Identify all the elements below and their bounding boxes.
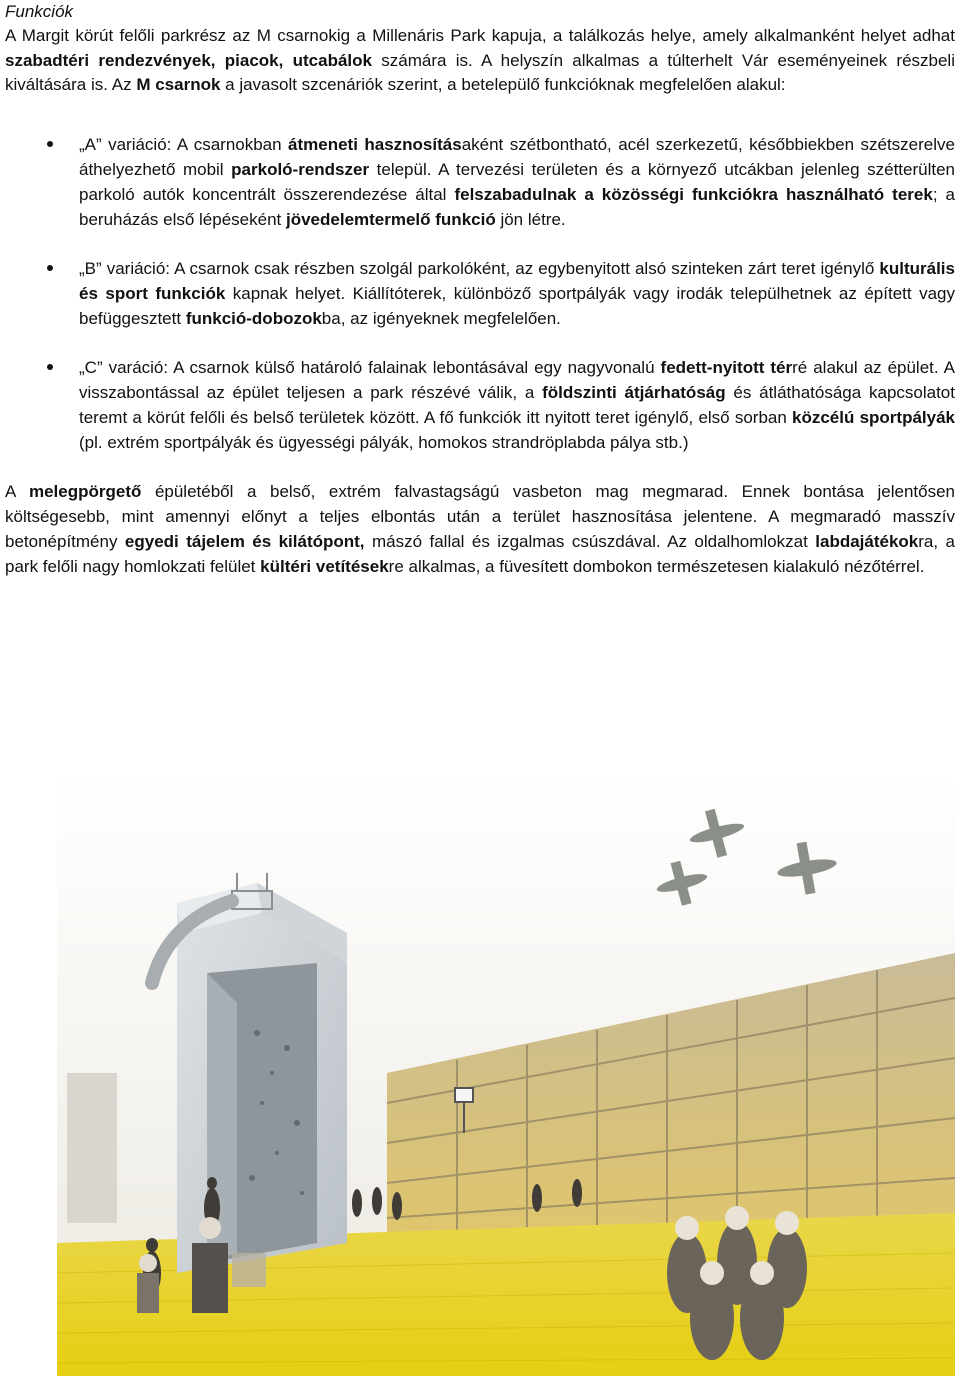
text-run: épületéből a belső, extrém falvastagságú vasbeton mag megmarad. Ennek bontása jelentősen költségesebb, mint amennyi előnyt a teljes elbontás után a terület hasznosítása jelentene. A megmaradó masszív betonépítmény bbox=[5, 481, 955, 551]
bold-text-run: kulturális és sport funkciók bbox=[79, 258, 955, 303]
text-run: és átláthatósága kapcsolatot teremt a körút felőli és belső területek között. A fő funkciók itt nyitott teret igénylő, első sorban bbox=[79, 382, 955, 427]
bullet-icon bbox=[47, 364, 53, 370]
text-run: ra, a park felőli nagy homlokzati felület bbox=[5, 531, 955, 576]
text-run: ré alakul az épület. A visszabontással az épület teljesen a park részévé válik, a bbox=[79, 357, 956, 402]
bold-text-run: földszinti átjárhatóság bbox=[542, 382, 726, 402]
document-page bbox=[5, 0, 955, 579]
text-run: A Margit körút felőli parkrész az M csarnokig a Millenáris Park kapuja, a találkozás helye, amely alkalmanként helyet adhat bbox=[5, 26, 955, 45]
text-run: A bbox=[5, 481, 29, 501]
bold-text-run: átmeneti hasznosítás bbox=[288, 134, 462, 154]
text-run: jön létre. bbox=[495, 209, 566, 229]
bold-text-run: fedett-nyitott tér bbox=[660, 357, 793, 377]
bold-text-run: M csarnok bbox=[136, 75, 221, 95]
bold-text-run: felszabadulnak a közösségi funkciókra használható terek bbox=[454, 184, 933, 204]
park-collage-illustration bbox=[57, 773, 955, 1376]
text-run: kapnak helyet. Kiállítóterek, különböző sportpályák vagy irodák települhetnek az épített vagy befüggesztett bbox=[79, 283, 955, 328]
bold-text-run: melegpörgető bbox=[28, 481, 142, 501]
text-run: aként szétbontható, acél szerkezetű, későbbiekben szétszerelve áthelyezhető mobil bbox=[79, 134, 955, 179]
text-run: „A” variáció: A csarnokban bbox=[79, 134, 289, 154]
intro-paragraph bbox=[5, 24, 955, 98]
variation-c-text bbox=[79, 358, 955, 452]
bold-text-run: labdajátékok bbox=[815, 531, 919, 551]
bold-text-run: szabadtéri rendezvények, piacok, utcabálok bbox=[5, 50, 372, 70]
section-heading: Funkciók bbox=[5, 2, 74, 21]
text-run: települ. A tervezési területen és a környező utcákban jelenleg szétterülten parkoló autók koncentrált összerendezése által bbox=[79, 159, 955, 204]
bullet-icon bbox=[47, 141, 53, 147]
text-run: mászó fallal és izgalmas csúszdával. Az oldalhomlokzat bbox=[364, 531, 816, 551]
text-run: a javasolt szcenáriók szerint, a betelepülő funkcióknak megfelelően alakul: bbox=[220, 75, 786, 95]
text-run: (pl. extrém sportpályák és ügyességi pályák, homokos strandröplabda pálya stb.) bbox=[79, 432, 689, 452]
variation-c-item bbox=[5, 355, 955, 455]
concrete-cube bbox=[177, 883, 347, 1273]
text-run: számára is. A helyszín alkalmas a túlterhelt Vár eseményeinek részbeli kiváltására is. Az bbox=[5, 50, 955, 95]
variation-b-item bbox=[5, 256, 955, 331]
bold-text-run: funkció-dobozok bbox=[185, 308, 322, 328]
text-run: „C” varáció: A csarnok külső határoló falainak lebontásával egy nagyvonalú bbox=[79, 357, 661, 377]
variation-a-item bbox=[5, 132, 955, 232]
text-run: ba, az igényeknek megfelelően. bbox=[321, 308, 561, 328]
bold-text-run: parkoló-rendszer bbox=[231, 159, 370, 179]
variation-list bbox=[5, 132, 955, 455]
bold-text-run: kültéri vetítések bbox=[260, 556, 389, 576]
variation-b-text bbox=[79, 259, 955, 328]
text-run: „B” variáció: A csarnok csak részben szolgál parkolóként, az egybenyitott alsó szinteken zárt teret igénylő bbox=[79, 258, 880, 278]
background-building bbox=[67, 1073, 117, 1223]
bold-text-run: jövedelemtermelő funkció bbox=[285, 209, 496, 229]
closing-paragraph bbox=[5, 479, 955, 579]
bold-text-run: közcélú sportpályák bbox=[792, 407, 955, 427]
bullet-icon bbox=[47, 265, 53, 271]
bold-text-run: egyedi tájelem és kilátópont, bbox=[124, 531, 365, 551]
variation-a-text bbox=[79, 135, 955, 229]
text-run: ; a beruházás első lépéseként bbox=[79, 184, 956, 229]
text-run: re alkalmas, a füvesített dombokon természetesen kialakuló nézőtérrel. bbox=[388, 556, 925, 576]
